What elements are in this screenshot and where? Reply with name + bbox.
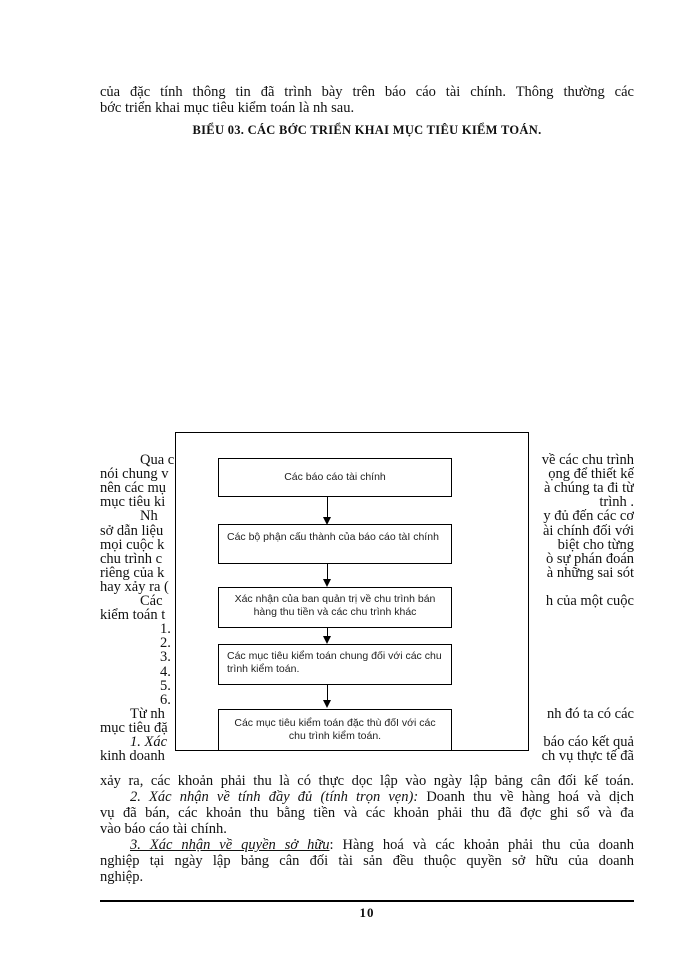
flow-arrow-1	[327, 497, 328, 519]
paragraph-3-line-3: nghiệp.	[100, 869, 144, 885]
body-line-right: ò sự phán đoán	[546, 551, 634, 567]
paragraph-2-line-2: vụ đã bán, các khoản thu bằng tiền và các khoản phải thu đã đợc ghi sổ và đa	[100, 805, 634, 821]
body-line-left: mục tiêu ki	[100, 494, 166, 510]
body-line-left: mọi cuộc k	[100, 537, 165, 553]
flow-arrowhead-2	[323, 579, 331, 587]
body-line-right: y đủ đến các cơ	[543, 508, 634, 524]
paragraph-2-line-3: vào báo cáo tài chính.	[100, 821, 227, 837]
body-line-left: Qua c	[140, 452, 175, 468]
flow-arrowhead-4	[323, 700, 331, 708]
body-line-left: 6.	[160, 692, 171, 708]
flow-box-general-objectives: Các mục tiêu kiểm toán chung đối với các chu trình kiểm toán.	[218, 644, 452, 685]
intro-line-1: của đặc tính thông tin đã trình bày trên báo cáo tài chính. Thông thường các	[100, 84, 634, 100]
body-tail-line-1: xảy ra, các khoản phải thu là có thực dọc lập vào ngày lập bảng cân đối kế toán.	[100, 773, 634, 789]
body-line-right: à những sai sót	[546, 565, 634, 581]
paragraph-2-rest: Doanh thu về hàng hoá và dịch	[418, 789, 634, 805]
intro-line-2: bớc triển khai mục tiêu kiểm toán là nh sau.	[100, 100, 355, 116]
paragraph-3-line-1	[100, 837, 634, 853]
footer-rule	[100, 900, 634, 902]
body-line-left: hay xảy ra (	[100, 579, 169, 595]
flow-box-management-assertions: Xác nhận của ban quản trị về chu trình bán hàng thu tiền và các chu trình khác	[218, 587, 452, 628]
body-line-right: trình .	[599, 494, 634, 510]
body-line-right: báo cáo kết quả	[543, 734, 634, 750]
body-line-right: ch vụ thực tế đã	[541, 748, 634, 764]
paragraph-2-lead: 2. Xác nhận về tính đầy đủ (tính trọn vẹn):	[130, 789, 419, 805]
body-line-left: kiểm toán t	[100, 607, 166, 623]
body-line-left: nên các mụ	[100, 480, 167, 496]
body-line-left: Nh	[140, 508, 158, 524]
paragraph-3-line-2: nghiệp tại ngày lập bảng cân đối tài sản đều thuộc quyền sở hữu của doanh	[100, 853, 634, 869]
body-line-right: h của một cuộc	[545, 593, 634, 609]
body-line-right: ọng để thiết kế	[548, 466, 634, 482]
body-line-left: 1.	[160, 621, 171, 637]
paragraph-3-rest: : Hàng hoá và các khoản phải thu của doanh	[329, 837, 634, 853]
body-line-right: à chúng ta đi từ	[543, 480, 634, 496]
body-line-left: 5.	[160, 678, 171, 694]
body-line-right: biệt cho từng	[557, 537, 634, 553]
body-line-left: 2.	[160, 635, 171, 651]
body-line-right: nh đó ta có các	[547, 706, 634, 722]
body-line-left: mục tiêu đặ	[100, 720, 168, 736]
flow-box-specific-objectives: Các mục tiêu kiểm toán đặc thù đốI với các chu trình kiểm toán.	[218, 709, 452, 751]
body-line-left: 4.	[160, 664, 171, 680]
body-line-left: Từ nh	[130, 706, 165, 722]
body-line-left: nói chung v	[100, 466, 169, 482]
paragraph-2-line-1	[100, 789, 634, 805]
body-line-left: riêng của k	[100, 565, 165, 581]
flow-box-components: Các bộ phận cấu thành của báo cáo tàI chính	[218, 524, 452, 564]
body-line-left: sở dẫn liệu	[100, 523, 164, 539]
page-number: 10	[359, 905, 375, 920]
flow-box-financial-statements: Các báo cáo tài chính	[218, 458, 452, 497]
body-line-right: về các chu trình	[541, 452, 634, 468]
body-line-left: 1. Xác	[130, 734, 168, 750]
body-line-left: chu trình c	[100, 551, 163, 567]
figure-caption: BIỂU 03. CÁC BỚC TRIỂN KHAI MỤC TIÊU KIỂM TOÁN.	[192, 123, 542, 137]
flow-arrowhead-3	[323, 636, 331, 644]
body-line-left: Các	[140, 593, 163, 609]
body-line-left: 3.	[160, 649, 171, 665]
body-line-right: ài chính đối với	[542, 523, 634, 539]
paragraph-3-lead: 3. Xác nhận về quyền sở hữu	[130, 837, 330, 853]
body-line-left: kinh doanh	[100, 748, 165, 764]
flowchart-diagram	[175, 432, 529, 751]
